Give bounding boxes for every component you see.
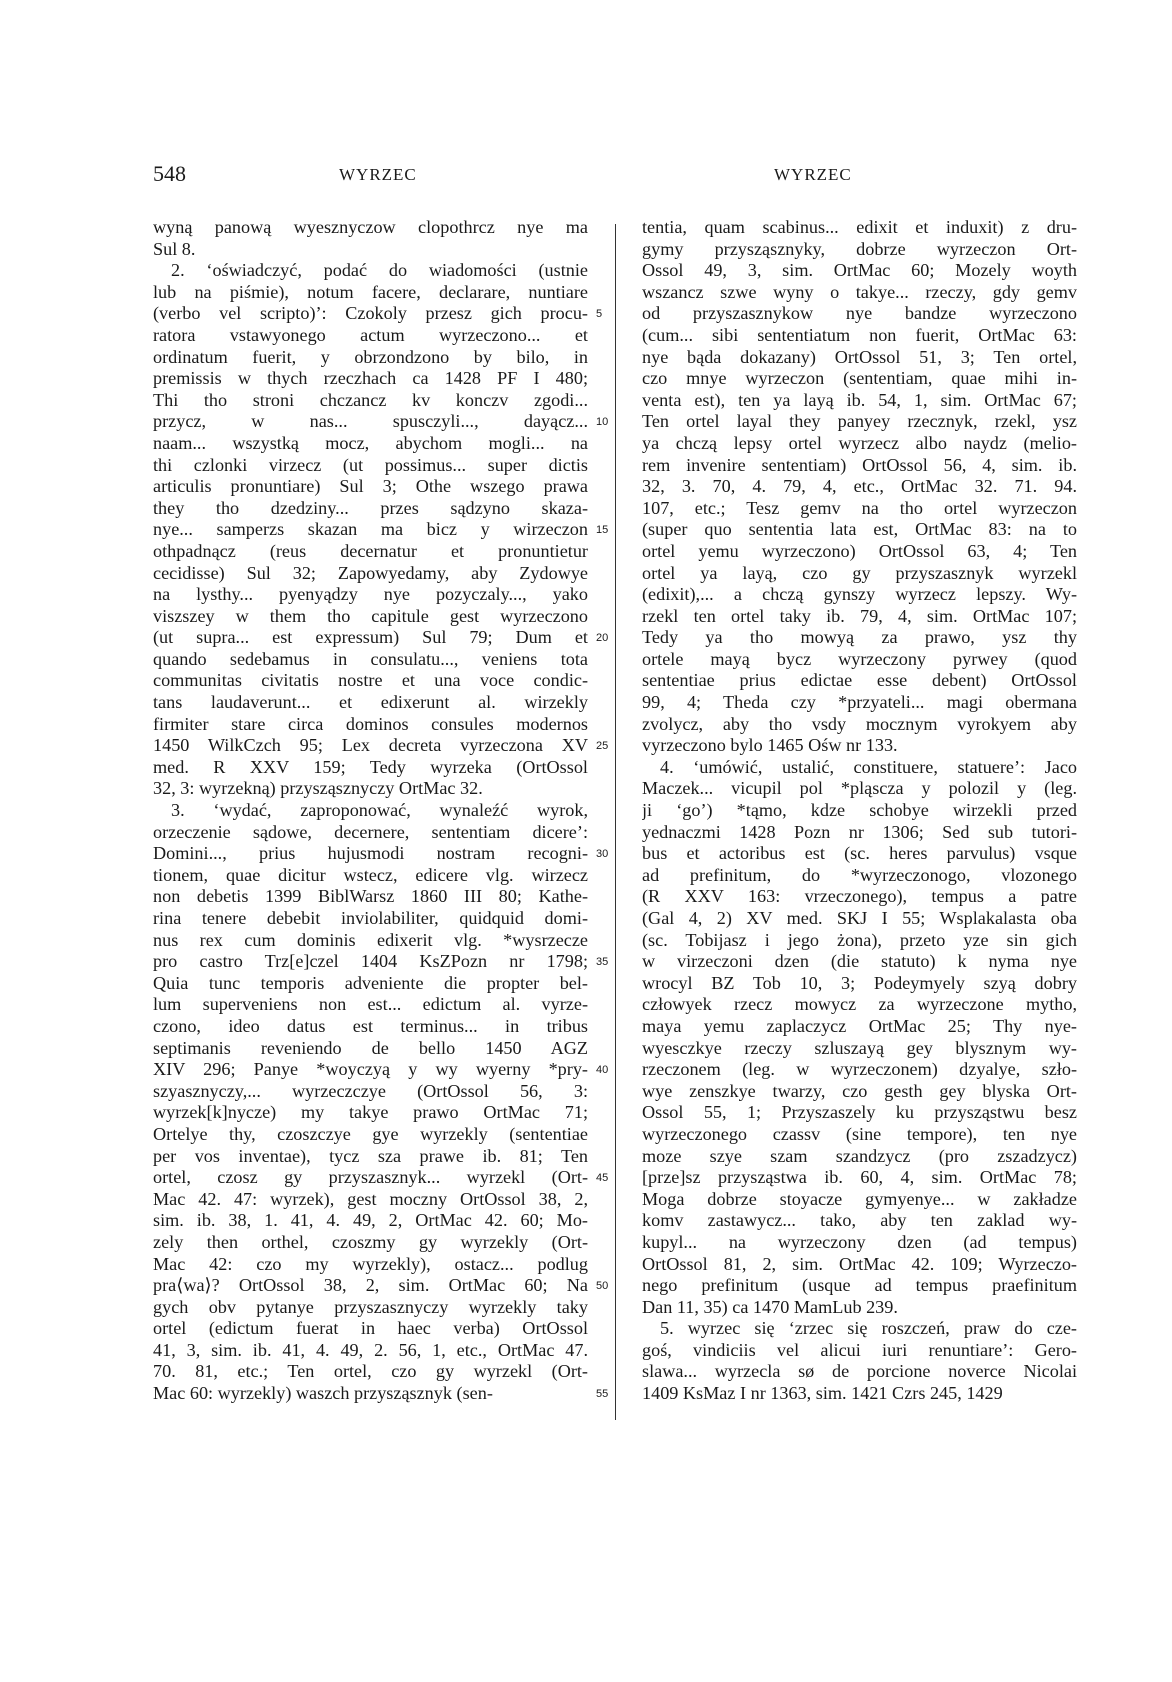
text-line: Sul 8. — [153, 238, 196, 259]
text-line: człowyek rzecz mowycz za wyrzeczone mytho, — [642, 994, 1077, 1015]
text-line: (super quo sententia lata est, OrtMac 83: na to — [642, 519, 1077, 540]
text-line: premissis w thych rzeczhach ca 1428 PF I 480; — [153, 368, 588, 389]
text-line: nus rex cum dominis edixerit vlg. *wysrzecze — [153, 929, 588, 950]
text-line: (cum... sibi sententiatum non fuerit, OrtMac 63: — [642, 324, 1077, 345]
text-line: Ten ortel layal they panyey rzecznyk, rzekl, ysz — [642, 411, 1077, 432]
text-line: othpadnącz (reus decernatur et pronuntietur — [153, 540, 588, 561]
text-line: med. R XXV 159; Tedy wyrzeka (OrtOssol — [153, 756, 588, 777]
text-line: moze szye szam szandzycz (pro zszadzycz) — [642, 1145, 1077, 1166]
text-line: na lysthy... pyenyądzy nye pozyczaly..., yako — [153, 584, 588, 605]
text-line: Ossol 55, 1; Przyszaszely ku przysząstwu besz — [642, 1102, 1077, 1123]
text-line: per vos inventae), tycz sza prawe ib. 81; Ten — [153, 1145, 588, 1166]
text-line: tans laudaverunt... et edixerunt al. wirzekly — [153, 692, 588, 713]
text-line: rzeczonem (leg. w wyrzeczonem) dzyalye, szło- — [642, 1059, 1077, 1080]
text-line: przycz, w nas... spusczyli..., dayącz... — [153, 411, 588, 432]
text-line: rina tenere debebit inviolabiliter, quidquid domi- — [153, 908, 588, 928]
text-line: pra⟨wa⟩? OrtOssol 38, 2, sim. OrtMac 60; Na — [153, 1275, 588, 1296]
text-line: szyasznyczy,... wyrzeczczye (OrtOssol 56, 3: — [153, 1080, 588, 1101]
text-line: vyrzeczono bylo 1465 Ośw nr 133. — [642, 735, 898, 756]
text-line: (edixit),... a chczą gynszy wyrzecz lepszy. Wy- — [642, 584, 1077, 605]
line-number: 10 — [596, 416, 609, 429]
text-line: venta est), ten ya layą ib. 54, 1, sim. OrtMac 67; — [642, 389, 1077, 410]
text-line: tentia, quam scabinus... edixit et induxit) z dru- — [642, 217, 1077, 237]
text-line: lub na piśmie), notum facere, declarare, nuntiare — [153, 281, 588, 302]
text-line: gymy przysząsznyky, dobrze wyrzeczon Ort- — [642, 238, 1077, 259]
text-line: wyną panową wyesznyczow clopothrcz nye ma — [153, 217, 588, 237]
line-number: 25 — [596, 740, 609, 753]
text-line: gych obv pytanye przyszasznyczy wyrzekly taky — [153, 1296, 588, 1317]
text-line: sim. ib. 38, 1. 41, 4. 49, 2, OrtMac 42. 60; Mo- — [153, 1210, 588, 1231]
text-line: 3. ‘wydać, zaproponować, wynaleźć wyrok, — [171, 800, 588, 821]
text-line: yednaczmi 1428 Pozn nr 1306; Sed sub tutori- — [642, 821, 1077, 842]
text-line: ortel ya layą, czo gy przyszasznyk wyrzekl — [642, 562, 1077, 583]
text-line: quando sedebamus in consulatu..., veniens tota — [153, 648, 588, 669]
text-line: Tedy ya tho mowyą za prawo, ysz thy — [642, 627, 1077, 648]
line-number: 5 — [596, 308, 603, 321]
text-line: ad prefinitum, do *wyrzeczonogo, vlozonego — [642, 864, 1077, 885]
text-line: communitas civitatis nostre et una voce condic- — [153, 670, 588, 691]
text-line: 32, 3: wyrzekną) przysząsznyczy OrtMac 32. — [153, 778, 483, 799]
text-line: sententiae prius edictae esse debent) OrtOssol — [642, 670, 1077, 691]
text-line: Maczek... vicupil pol *pląscza y polozil y (leg. — [642, 778, 1077, 799]
text-line: (sc. Tobijasz i jego żona), przeto yze sin gich — [642, 929, 1077, 950]
text-line: OrtOssol 81, 2, sim. OrtMac 42. 109; Wyrzeczo- — [642, 1253, 1077, 1274]
text-line: wyrzeczonego czassv (sine tempore), ten nye — [642, 1123, 1077, 1144]
text-line: thi czlonki virzecz (ut possimus... super dictis — [153, 454, 588, 475]
line-number: 35 — [596, 956, 609, 969]
text-line: czono, ideo datus est terminus... in tribus — [153, 1015, 588, 1036]
text-line: Mac 42. 47: wyrzek), gest moczny OrtOssol 38, 2, — [153, 1188, 588, 1209]
text-line: 5. wyrzec się ‘zrzec się roszczeń, praw do cze- — [660, 1318, 1077, 1339]
text-line: naam... wszystką mocz, abychom mogli... na — [153, 432, 588, 453]
text-line: rzekl ten ortel taky ib. 79, 4, sim. OrtMac 107; — [642, 605, 1077, 626]
text-line: wye zenszkye twarzy, czo gesth gey blyska Ort- — [642, 1080, 1077, 1101]
text-line: they tho dzedziny... przes sądzyno skaza- — [153, 497, 588, 518]
text-line: bus et actoribus est (sc. heres parvulus) vsque — [642, 843, 1077, 864]
line-number: 40 — [596, 1064, 609, 1077]
text-line: ratora vstawyonego actum wyrzeczono... et — [153, 324, 588, 345]
text-line: rem invenire sententiam) OrtOssol 56, 4, sim. ib. — [642, 454, 1077, 475]
text-line: Dan 11, 35) ca 1470 MamLub 239. — [642, 1296, 898, 1317]
text-line: 41, 3, sim. ib. 41, 4. 49, 2. 56, 1, etc., OrtMac 47. — [153, 1339, 588, 1360]
text-line: [prze]sz przysząstwa ib. 60, 4, sim. OrtMac 78; — [642, 1167, 1077, 1188]
page-number: 548 — [153, 161, 186, 186]
text-line: goś, vindiciis vel alicui iuri renuntiare’: Gero- — [642, 1339, 1077, 1360]
text-line: 32, 3. 70, 4. 79, 4, etc., OrtMac 32. 71. 94. — [642, 476, 1077, 497]
text-line: firmiter stare circa dominos consules modernos — [153, 713, 588, 734]
right-column — [642, 217, 1077, 1405]
text-line: Thi tho stroni chczancz kv konczv zgodi... — [153, 389, 588, 410]
text-line: wrocyl BZ Tob 10, 3; Podeymyely szyą dobry — [642, 972, 1077, 993]
text-line: nye bąda dokazany) OrtOssol 51, 3; Ten ortel, — [642, 346, 1077, 367]
line-number: 50 — [596, 1280, 609, 1293]
text-line: wyrzek[k]nycze) my takye prawo OrtMac 71; — [153, 1102, 588, 1123]
text-line: 70. 81, etc.; Ten ortel, czo gy wyrzekl (Ort- — [153, 1361, 588, 1382]
text-line: XIV 296; Panye *woyczyą y wy wyerny *pry- — [153, 1059, 588, 1080]
text-line: od przyszasznykow nye bandze wyrzeczono — [642, 303, 1077, 324]
text-line: 99, 4; Theda czy *przyateli... magi obermana — [642, 692, 1077, 713]
text-line: Mac 60: wyrzekly) waszch przysząsznyk (sen- — [153, 1383, 493, 1404]
text-line: ya chczą lepsy ortel wyrzecz albo naydz (melio- — [642, 432, 1077, 453]
text-line: ortel (edictum fuerat in haec verba) OrtOssol — [153, 1318, 588, 1339]
running-head-left: WYRZEC — [339, 165, 417, 184]
text-line: tionem, quae dicitur wstecz, edicere vlg. wirzecz — [153, 864, 588, 885]
text-line: slawa... wyrzecla sø de porcione noverce Nicolai — [642, 1361, 1077, 1382]
text-line: lum superveniens non est... edictum al. vyrze- — [153, 994, 588, 1015]
text-line: pro castro Trz[e]czel 1404 KsZPozn nr 1798; — [153, 951, 588, 972]
text-line: (Gal 4, 2) XV med. SKJ I 55; Wsplakalasta oba — [642, 908, 1077, 928]
line-number: 55 — [596, 1388, 609, 1401]
text-line: komv zastawycz... tako, aby ten zaklad wy- — [642, 1210, 1077, 1231]
text-line: ortel, czosz gy przyszasznyk... wyrzekl (Ort- — [153, 1167, 588, 1188]
text-line: 2. ‘oświadczyć, podać do wiadomości (ustnie — [171, 260, 588, 281]
running-head-right: WYRZEC — [774, 165, 852, 184]
text-line: wszancz szwe wyny o takye... rzeczy, gdy gemv — [642, 281, 1077, 302]
text-line: w virzeczoni dzen (die statuto) k nyma nye — [642, 951, 1077, 972]
text-line: zvolycz, aby tho vsdy mocznym vyrokyem aby — [642, 713, 1077, 734]
text-line: wyesczkye rzeczy szluszayą gey blysznym wy- — [642, 1037, 1077, 1058]
line-number: 30 — [596, 848, 609, 861]
text-line: (R XXV 163: vrzeczonego), tempus a patre — [642, 886, 1077, 907]
text-line: ortel yemu wyrzeczono) OrtOssol 63, 4; Ten — [642, 540, 1077, 561]
text-line: cecidisse) Sul 32; Zapowyedamy, aby Zydowye — [153, 562, 588, 583]
text-line: ji ‘go’) *tąmo, kdze schobye wirzekli przed — [642, 800, 1077, 821]
text-line: Ortelye thy, czoszczye gye wyrzekly (sententiae — [153, 1123, 588, 1144]
text-line: kupyl... na wyrzeczony dzen (ad tempus) — [642, 1231, 1077, 1252]
text-line: nego prefinitum (usque ad tempus praefinitum — [642, 1275, 1077, 1296]
text-line: septimanis reveniendo de bello 1450 AGZ — [153, 1037, 588, 1058]
left-column — [153, 217, 588, 1405]
column-divider — [615, 224, 616, 1420]
text-line: zely then orthel, czoszmy gy wyrzekly (Ort- — [153, 1231, 588, 1252]
text-line: 1409 KsMaz I nr 1363, sim. 1421 Czrs 245, 1429 — [642, 1383, 1003, 1404]
text-line: czo mnye wyrzeczon (sententiam, quae mihi in- — [642, 368, 1077, 389]
line-number: 15 — [596, 524, 609, 537]
text-line: nye... samperzs skazan ma bicz y wirzeczon — [153, 519, 588, 540]
text-line: non debetis 1399 BiblWarsz 1860 III 80; Kathe- — [153, 886, 588, 907]
line-number: 45 — [596, 1172, 609, 1185]
text-line: Mac 42: czo my wyrzekly), ostacz... podlug — [153, 1253, 588, 1274]
text-line: orzeczenie sądowe, decernere, sententiam dicere’: — [153, 821, 588, 842]
text-line: ortele mayą bycz wyrzeczony pyrwey (quod — [642, 648, 1077, 669]
text-line: Domini..., prius hujusmodi nostram recogni- — [153, 843, 588, 864]
text-line: (verbo vel scripto)’: Czokoly przesz gich procu- — [153, 303, 588, 324]
text-line: Moga dobrze stoyacze gymyenye... w zakładze — [642, 1188, 1077, 1209]
text-line: Quia tunc temporis adveniente die propter bel- — [153, 972, 588, 993]
text-line: 107, etc.; Tesz gemv na tho ortel wyrzeczon — [642, 497, 1077, 518]
text-line: 1450 WilkCzch 95; Lex decreta vyrzeczona XV — [153, 735, 588, 756]
text-line: ordinatum fuerit, y obrzondzono by bilo, in — [153, 346, 588, 367]
text-line: maya yemu zaplaczycz OrtMac 25; Thy nye- — [642, 1015, 1077, 1036]
text-line: articulis pronuntiare) Sul 3; Othe wszego prawa — [153, 476, 588, 497]
text-line: Ossol 49, 3, sim. OrtMac 60; Mozely woyth — [642, 260, 1077, 281]
line-number: 20 — [596, 632, 609, 645]
text-line: viszszey w them tho capitule gest wyrzeczono — [153, 605, 588, 626]
text-line: 4. ‘umówić, ustalić, constituere, statuere’: Jaco — [660, 756, 1077, 777]
text-line: (ut supra... est expressum) Sul 79; Dum et — [153, 627, 588, 648]
